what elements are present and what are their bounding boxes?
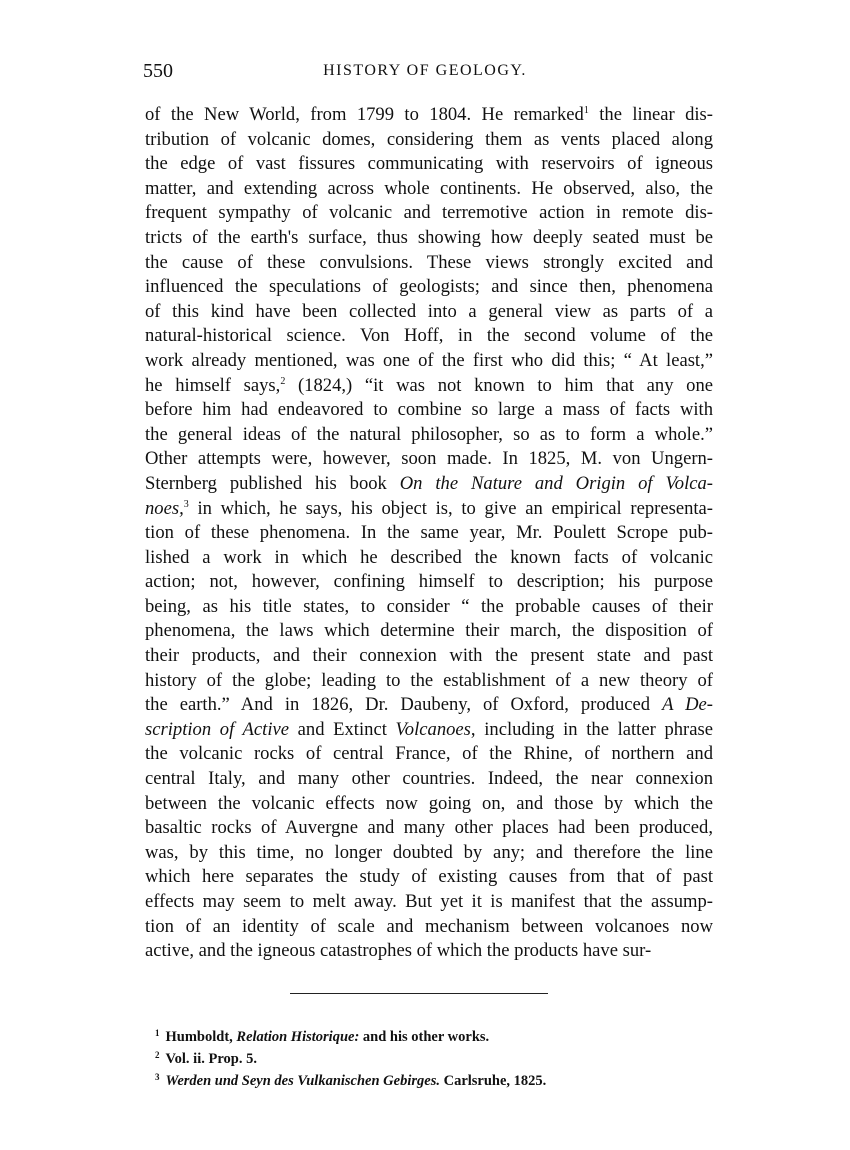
text-line [145, 349, 713, 374]
text-run: frequent sympathy of volcanic and terremotive action in remote dis- [145, 202, 713, 224]
text-line [145, 890, 713, 915]
text-run: before him had endeavored to combine so large a mass of facts with [145, 399, 713, 421]
footnote [155, 1022, 715, 1044]
footnote-marker: 1 [155, 1028, 160, 1038]
text-run: basaltic rocks of Auvergne and many other places had been produced, [145, 817, 713, 839]
text-line [145, 570, 713, 595]
footnotes [155, 1022, 715, 1088]
text-run: Carlsruhe, 1825. [439, 1073, 547, 1089]
text-run: natural-historical science. Von Hoff, in the second volume of the [145, 325, 713, 347]
text-line [145, 103, 713, 128]
italic-text: Relation Historique: [236, 1029, 360, 1045]
text-run: and Extinct [289, 718, 396, 740]
footnote-divider [290, 993, 548, 994]
text-line [145, 865, 713, 890]
italic-text: Volcanoes [395, 718, 471, 740]
text-line [145, 915, 713, 940]
text-run: active, and the igneous catastrophes of which the products have sur- [145, 940, 652, 962]
body-text [145, 103, 713, 964]
text-line [145, 619, 713, 644]
text-run: which here separates the study of existing causes from that of past [145, 866, 713, 888]
text-line [145, 693, 713, 718]
text-run: lished a work in which he described the known facts of volcanic [145, 546, 713, 568]
text-run: he himself says, [145, 374, 281, 396]
text-run: the linear dis- [588, 104, 713, 125]
text-line [145, 521, 713, 546]
footnote-reference: 1 [583, 105, 589, 116]
text-line [145, 177, 713, 202]
italic-text: scription of Active [145, 718, 289, 740]
text-run: effects may seem to melt away. But yet it is manifest that the assump- [145, 891, 713, 912]
text-run: was, by this time, no longer doubted by any; and therefore the line [145, 841, 713, 863]
text-line [145, 546, 713, 571]
italic-text: A De- [662, 694, 713, 716]
text-run: history of the globe; leading to the establishment of a new theory of [145, 669, 713, 691]
text-run: Other attempts were, however, soon made. In 1825, M. von Ungern- [145, 448, 713, 470]
text-line [145, 226, 713, 251]
text-line [145, 669, 713, 694]
text-run: matter, and extending across whole continents. He observed, also, the [145, 177, 713, 199]
text-run: Vol. ii. Prop. 5. [165, 1051, 257, 1067]
text-run: the general ideas of the natural philosopher, so as to form a whole.” [145, 423, 713, 445]
text-line [145, 423, 713, 448]
footnote-marker: 2 [155, 1050, 160, 1060]
text-run: Humboldt, [165, 1029, 237, 1045]
text-line [145, 152, 713, 177]
text-line [145, 398, 713, 423]
footnote-reference: 3 [183, 498, 189, 510]
page-number: 550 [143, 60, 173, 82]
text-line [145, 841, 713, 866]
text-run: their products, and their connexion with the present state and past [145, 645, 713, 667]
text-run: (1824,) “it was not known to him that any one [285, 374, 714, 396]
footnote [155, 1066, 715, 1088]
italic-text: On the Nature and Origin of Volca- [399, 472, 713, 494]
text-run: the edge of vast fissures communicating with reservoirs of igneous [145, 153, 713, 175]
text-line [145, 718, 713, 743]
text-run: tion of these phenomena. In the same year, Mr. Poulett Scrope pub- [145, 522, 713, 544]
text-line [145, 595, 713, 620]
text-run: the earth.” And in 1826, Dr. Daubeny, of Oxford, produced [145, 694, 663, 716]
text-run: in which, he says, his object is, to give an empirical representa- [188, 497, 713, 519]
text-run: the volcanic rocks of central France, of the Rhine, of northern and [145, 743, 713, 765]
text-line [145, 275, 713, 300]
text-run: the cause of these convulsions. These views strongly excited and [145, 251, 713, 273]
text-line [145, 251, 713, 276]
text-line [145, 374, 713, 399]
text-line [145, 201, 713, 226]
text-line [145, 472, 713, 497]
text-run: of this kind have been collected into a general view as parts of a [145, 300, 713, 322]
text-run: work already mentioned, was one of the first who did this; “ At least,” [145, 349, 713, 371]
text-run: Sternberg published his book [145, 472, 400, 494]
text-run: central Italy, and many other countries. Indeed, the near connexion [145, 768, 713, 790]
text-line [145, 767, 713, 792]
text-run: influenced the speculations of geologists; and since then, phenomena [145, 276, 713, 298]
text-run: and his other works. [359, 1029, 490, 1045]
text-line [145, 792, 713, 817]
text-line [145, 128, 713, 153]
text-line [145, 300, 713, 325]
text-line [145, 447, 713, 472]
text-line [145, 644, 713, 669]
footnote-marker: 3 [155, 1072, 160, 1082]
text-line [145, 742, 713, 767]
text-run: , including in the latter phrase [470, 718, 713, 740]
text-line [145, 816, 713, 841]
text-line [145, 939, 713, 964]
italic-text: noes, [145, 497, 184, 519]
footnote [155, 1044, 715, 1066]
text-run: phenomena, the laws which determine their march, the disposition of [145, 620, 713, 642]
running-head: HISTORY OF GEOLOGY. [323, 62, 527, 79]
text-run: tion of an identity of scale and mechanism between volcanoes now [145, 915, 713, 937]
italic-text: Werden und Seyn des Vulkanischen Gebirges. [165, 1073, 440, 1089]
text-line [145, 324, 713, 349]
text-run: tribution of volcanic domes, considering them as vents placed along [145, 128, 713, 150]
text-run: of the New World, from 1799 to 1804. He remarked [145, 104, 584, 125]
text-run: action; not, however, confining himself to description; his purpose [145, 571, 713, 593]
footnote-reference: 2 [280, 375, 286, 387]
text-run: tricts of the earth's surface, thus showing how deeply seated must be [145, 226, 713, 248]
text-line [145, 497, 713, 522]
text-run: between the volcanic effects now going on, and those by which the [145, 792, 713, 814]
text-run: being, as his title states, to consider “ the probable causes of their [145, 595, 713, 617]
